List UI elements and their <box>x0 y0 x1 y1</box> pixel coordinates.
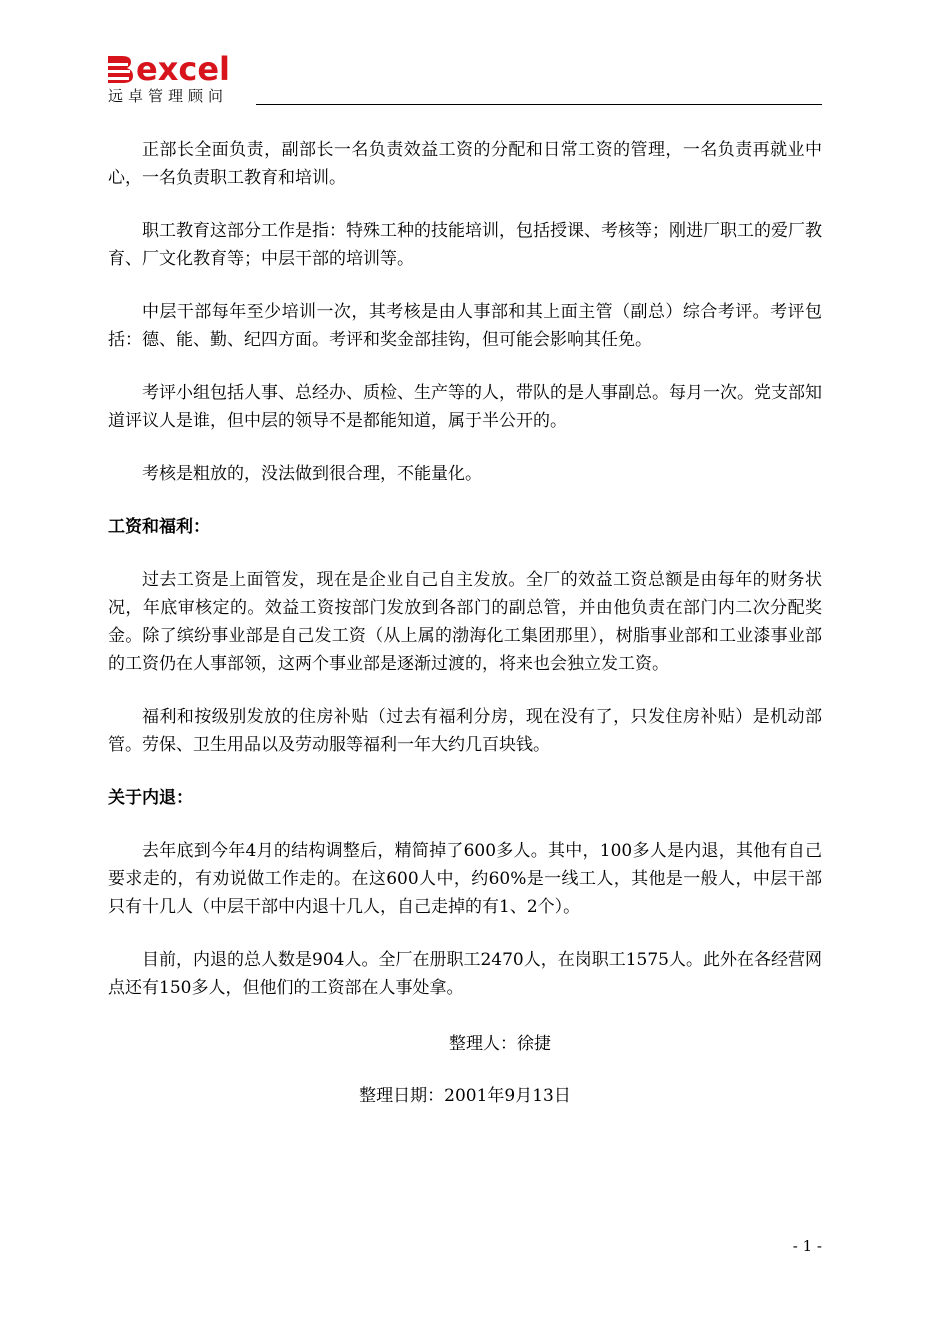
paragraph: 中层干部每年至少培训一次，其考核是由人事部和其上面主管（副总）综合考评。考评包括：德、能、勤、纪四方面。考评和奖金部挂钩，但可能会影响其任免。 <box>108 302 822 350</box>
bexcel-logo <box>108 52 258 86</box>
section-heading-retirement: 关于内退： <box>108 788 193 808</box>
compile-date: 整理日期：2001年9月13日 <box>359 1086 571 1106</box>
header-divider <box>256 104 822 105</box>
paragraph: 去年底到今年4月的结构调整后，精简掉了600多人。其中，100多人是内退，其他有自己要求走的，有劝说做工作走的。在这600人中，约60%是一线工人，其他是一般人，中层干部只有十几人（中层干部中内退十几人，自己走掉的有1、2个）。 <box>108 841 822 917</box>
paragraph: 职工教育这部分工作是指：特殊工种的技能培训，包括授课、考核等；刚进厂职工的爱厂教育、厂文化教育等；中层干部的培训等。 <box>108 221 822 269</box>
paragraph: 目前，内退的总人数是904人。全厂在册职工2470人，在岗职工1575人。此外在各经营网点还有150多人，但他们的工资部在人事处拿。 <box>108 950 822 998</box>
document-body <box>108 136 822 1027</box>
paragraph: 过去工资是上面管发，现在是企业自己自主发放。全厂的效益工资总额是由每年的财务状况，年底审核定的。效益工资按部门发放到各部门的副总管，并由他负责在部门内二次分配奖金。除了缤纷事业部是自己发工资（从上属的渤海化工集团那里），树脂事业部和工业漆事业部的工资仍在人事部领，这两个事业部是逐渐过渡的，将来也会独立发工资。 <box>108 570 822 674</box>
compiler-signature: 整理人：徐捷 <box>449 1034 551 1054</box>
paragraph: 福利和按级别发放的住房补贴（过去有福利分房，现在没有了，只发住房补贴）是机动部管。劳保、卫生用品以及劳动服等福利一年大约几百块钱。 <box>108 707 822 755</box>
logo-wordmark: excel <box>136 50 230 88</box>
paragraph: 考核是粗放的，没法做到很合理，不能量化。 <box>142 464 482 484</box>
logo-subtitle: 远卓管理顾问 <box>108 87 229 105</box>
logo-b-mark-icon <box>108 54 134 84</box>
paragraph: 考评小组包括人事、总经办、质检、生产等的人，带队的是人事副总。每月一次。党支部知道评议人是谁，但中层的领导不是都能知道，属于半公开的。 <box>108 383 822 431</box>
page-number: - 1 - <box>792 1237 822 1255</box>
paragraph: 正部长全面负责，副部长一名负责效益工资的分配和日常工资的管理，一名负责再就业中心，一名负责职工教育和培训。 <box>108 140 822 188</box>
section-heading-wages: 工资和福利： <box>108 517 210 537</box>
document-header <box>108 52 822 108</box>
